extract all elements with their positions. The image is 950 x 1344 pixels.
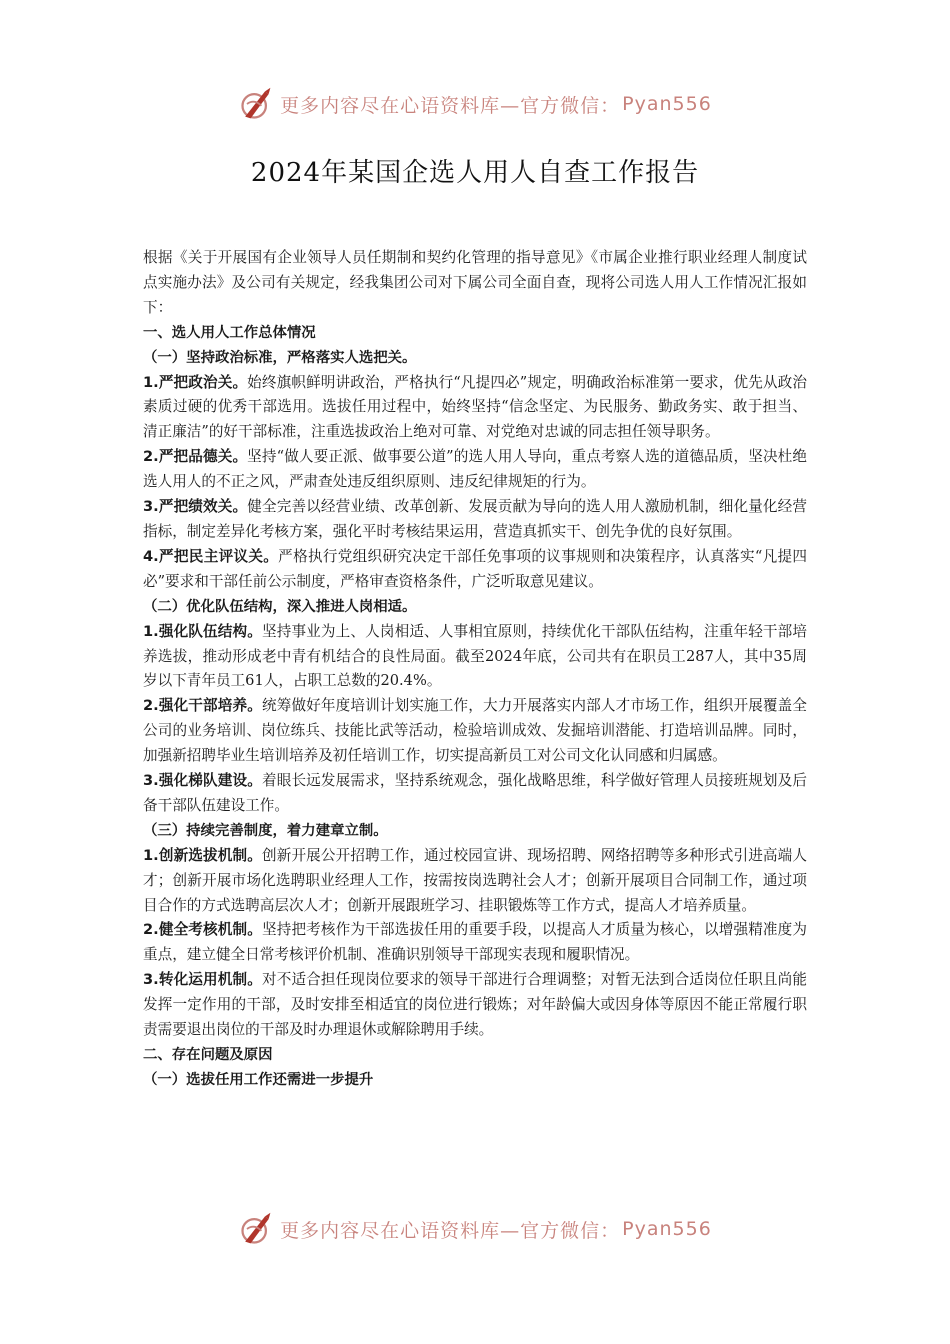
item-text: 健全完善以经营业绩、改革创新、发展贡献为导向的选人用人激励机制，细化量化经营指标，制定差异化考核方案，强化平时考核结果运用，营造真抓实干、创先争优的良好氛围。 [143, 498, 807, 540]
watermark-wechat-id: Pyan556 [622, 93, 712, 115]
list-item [143, 918, 807, 968]
item-text: 创新开展公开招聘工作，通过校园宣讲、现场招聘、网络招聘等多种形式引进高端人才；创新开展市场化选聘职业经理人工作，按需按岗选聘社会人才；创新开展项目合同制工作，通过项目合作的方式选聘高层次人才；创新开展跟班学习、挂职锻炼等工作方式，提高人才培养质量。 [143, 846, 807, 914]
item-text: 统筹做好年度培训计划实施工作，大力开展落实内部人才市场工作，组织开展覆盖全公司的业务培训、岗位练兵、技能比武等活动，检验培训成效、发掘培训潜能、打造培训品牌。同时，加强新招聘毕业生培训培养及初任培训工作，切实提高新员工对公司文化认同感和归属感。 [143, 697, 807, 765]
list-item [143, 968, 807, 1043]
item-text: 着眼长远发展需求，坚持系统观念，强化战略思维，科学做好管理人员接班规划及后备干部队伍建设工作。 [143, 772, 807, 814]
list-item [143, 769, 807, 819]
item-title: 3.转化运用机制。 [143, 971, 262, 989]
item-title: 1.严把政治关。 [143, 373, 248, 391]
quill-logo-icon [238, 1211, 274, 1247]
subsection-2-1-heading: （一）选拔任用工作还需进一步提升 [143, 1071, 374, 1088]
subsection-1-2-heading: （二）优化队伍结构，深入推进人岗相适。 [143, 598, 417, 615]
watermark-text: 更多内容尽在心语资料库—官方微信： [280, 1219, 621, 1242]
item-title: 3.严把绩效关。 [143, 498, 248, 516]
watermark-footer [0, 1211, 950, 1247]
item-title: 2.强化干部培养。 [143, 697, 262, 715]
item-text: 坚持“做人要正派、做事要公道”的选人用人导向，重点考察人选的道德品质，坚决杜绝选人用人的不正之风，严肃查处违反组织原则、违反纪律规矩的行为。 [143, 448, 807, 491]
item-title: 2.健全考核机制。 [143, 921, 262, 939]
item-text: 对不适合担任现岗位要求的领导干部进行合理调整；对暂无法到合适岗位任职且尚能发挥一定作用的干部，及时安排至相适宜的岗位进行锻炼；对年龄偏大或因身体等原因不能正常履行职责需要退出岗位的干部及时办理退休或解除聘用手续。 [143, 971, 807, 1039]
quill-logo-icon [238, 86, 274, 122]
list-item [143, 694, 807, 769]
intro-paragraph: 根据《关于开展国有企业领导人员任期制和契约化管理的指导意见》《市属企业推行职业经理人制度试点实施办法》及公司有关规定，经我集团公司对下属公司全面自查，现将公司选人用人工作情况汇报如下： [143, 249, 807, 316]
watermark-text: 更多内容尽在心语资料库—官方微信： [280, 94, 621, 117]
list-item [143, 545, 807, 595]
page-title: 2024年某国企选人用人自查工作报告 [250, 158, 700, 188]
list-item [143, 445, 807, 495]
subsection-1-1-heading: （一）坚持政治标准，严格落实人选把关。 [143, 349, 417, 366]
watermark-header [0, 86, 950, 122]
item-title: 3.强化梯队建设。 [143, 772, 262, 790]
list-item [143, 620, 807, 695]
section-1-heading: 一、选人用人工作总体情况 [143, 324, 316, 341]
watermark-wechat-id: Pyan556 [622, 1218, 712, 1240]
list-item [143, 371, 807, 446]
section-2-heading: 二、存在问题及原因 [143, 1047, 273, 1063]
item-title: 1.强化队伍结构。 [143, 622, 262, 640]
item-title: 1.创新选拔机制。 [143, 846, 262, 864]
report-body [143, 246, 807, 1093]
item-text: 始终旗帜鲜明讲政治，严格执行“凡提四必”规定，明确政治标准第一要求，优先从政治素质过硬的优秀干部选用。选拔任用过程中，始终坚持“信念坚定、为民服务、勤政务实、敢于担当、清正廉洁”的好干部标准，注重选拔政治上绝对可靠、对党绝对忠诚的同志担任领导职务。 [143, 373, 807, 441]
list-item [143, 495, 807, 545]
item-title: 2.严把品德关。 [143, 448, 248, 466]
item-title: 4.严把民主评议关。 [143, 547, 279, 565]
item-text: 坚持把考核作为干部选拔任用的重要手段，以提高人才质量为核心，以增强精准度为重点，建立健全日常考核评价机制、准确识别领导干部现实表现和履职情况。 [143, 921, 807, 964]
list-item [143, 844, 807, 919]
subsection-1-3-heading: （三）持续完善制度，着力建章立制。 [143, 822, 388, 839]
item-text: 坚持事业为上、人岗相适、人事相宜原则，持续优化干部队伍结构，注重年轻干部培养选拔，推动形成老中青有机结合的良性局面。截至2024年底，公司共有在职员工287人，其中35周岁以下青年员工61人，占职工总数的20.4%。 [143, 622, 807, 690]
item-text: 严格执行党组织研究决定干部任免事项的议事规则和决策程序，认真落实“凡提四必”要求和干部任前公示制度，严格审查资格条件，广泛听取意见建议。 [143, 547, 807, 590]
